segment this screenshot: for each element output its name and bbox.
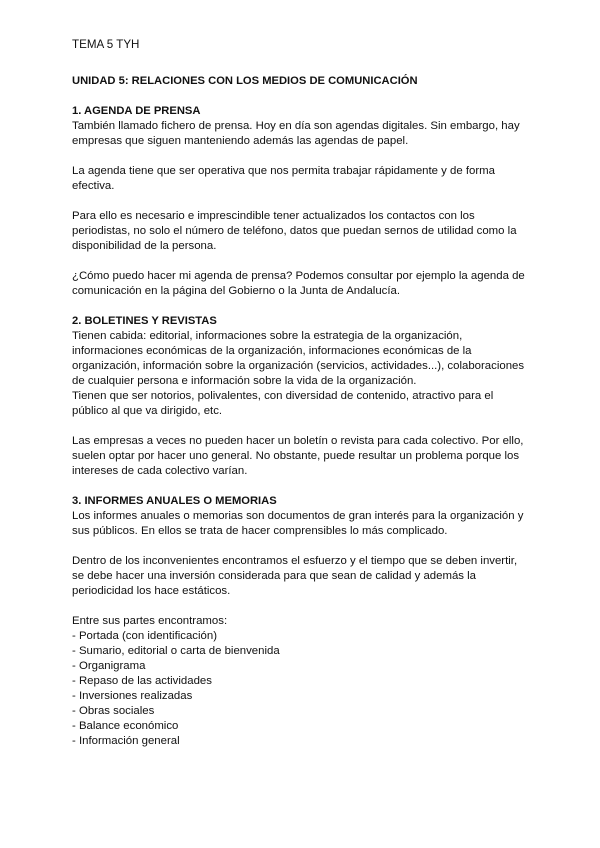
paragraph: Las empresas a veces no pueden hacer un boletín o revista para cada colectivo. Por ello, suelen optar por hacer uno general. No obstante, puede resultar un problema porque los intereses de cada colectivo varían.: [72, 435, 524, 477]
list-item: - Organigrama: [72, 660, 146, 672]
paragraph: Tienen que ser notorios, polivalentes, con diversidad de contenido, atractivo para el público al que va dirigido, etc.: [72, 390, 494, 417]
paragraph: Para ello es necesario e imprescindible tener actualizados los contactos con los periodistas, no solo el número de teléfono, datos que puedan sernos de utilidad como la disponibilidad de la persona.: [72, 210, 517, 252]
list-item: - Portada (con identificación): [72, 630, 217, 642]
paragraph: Dentro de los inconvenientes encontramos el esfuerzo y el tiempo que se deben invertir, se debe hacer una inversión considerada para que sean de calidad y además la periodicidad los hace estáticos.: [72, 555, 518, 597]
list-item: - Repaso de las actividades: [72, 675, 212, 687]
page-header: TEMA 5 TYH: [72, 38, 140, 51]
parts-list: [72, 629, 532, 749]
paragraph: La agenda tiene que ser operativa que nos permita trabajar rápidamente y de forma efectiva.: [72, 165, 495, 192]
section-boletines-y-revistas: [72, 314, 532, 479]
paragraph: Los informes anuales o memorias son documentos de gran interés para la organización y sus públicos. En ellos se trata de hacer comprensibles lo más complicado.: [72, 510, 524, 537]
section-title: 3. INFORMES ANUALES O MEMORIAS: [72, 495, 277, 507]
list-item: - Información general: [72, 735, 180, 747]
document-body: [72, 37, 532, 749]
list-item: - Obras sociales: [72, 705, 155, 717]
section-title: 2. BOLETINES Y REVISTAS: [72, 315, 217, 327]
paragraph: Entre sus partes encontramos:: [72, 615, 228, 627]
list-item: - Inversiones realizadas: [72, 690, 193, 702]
section-title: 1. AGENDA DE PRENSA: [72, 105, 201, 117]
list-item: - Balance económico: [72, 720, 179, 732]
section-agenda-de-prensa: [72, 104, 532, 299]
paragraph: También llamado fichero de prensa. Hoy en día son agendas digitales. Sin embargo, hay empresas que siguen manteniendo además las agendas de papel.: [72, 120, 520, 147]
section-informes-anuales: [72, 494, 532, 749]
list-item: - Sumario, editorial o carta de bienvenida: [72, 645, 280, 657]
paragraph: Tienen cabida: editorial, informaciones sobre la estrategia de la organización, informaciones económicas de la organización, informaciones económicas de la organización, información sobre la organización (servicios, actividades...), colaboraciones de cualquier persona e información sobre la vida de la organización.: [72, 330, 525, 387]
unit-title: UNIDAD 5: RELACIONES CON LOS MEDIOS DE COMUNICACIÓN: [72, 75, 418, 87]
paragraph: ¿Cómo puedo hacer mi agenda de prensa? Podemos consultar por ejemplo la agenda de comunicación en la página del Gobierno o la Junta de Andalucía.: [72, 270, 525, 297]
